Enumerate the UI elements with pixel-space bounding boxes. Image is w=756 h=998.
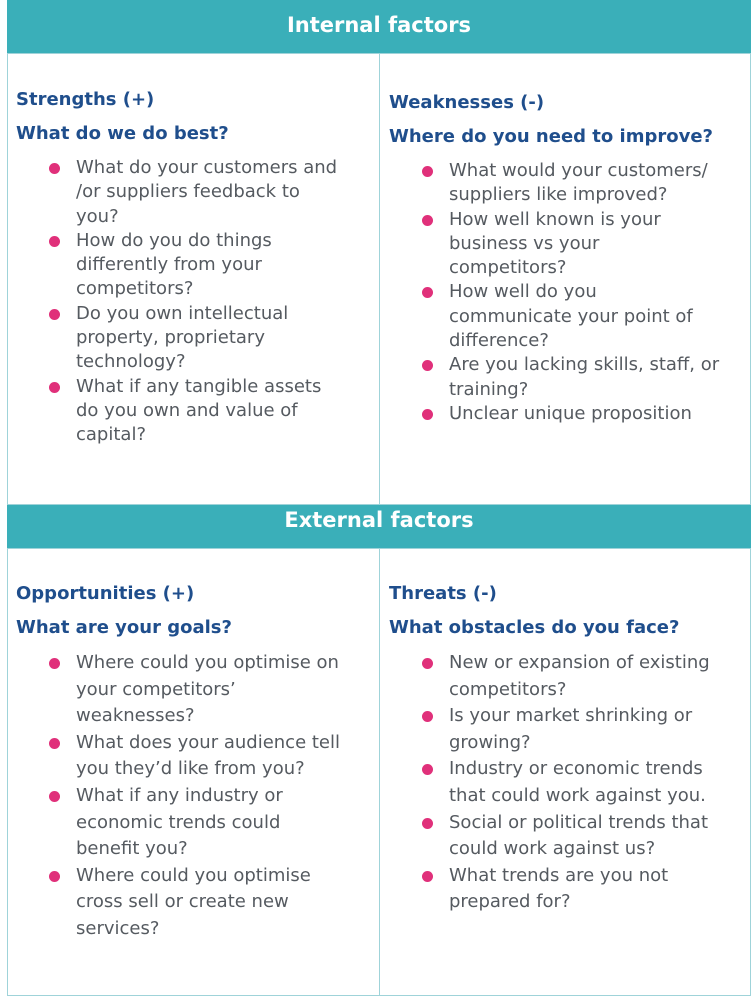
list-item-text: weaknesses? xyxy=(76,705,195,727)
opportunities-list xyxy=(76,650,376,943)
list-item-text: you they’d like from you? xyxy=(76,758,305,780)
list-item-text: Where could you optimise xyxy=(76,864,311,886)
list-item xyxy=(449,402,749,426)
list-item-text: business vs your xyxy=(449,232,600,254)
weaknesses-title: Weaknesses (-) xyxy=(389,92,545,113)
internal-factors-header: Internal factors xyxy=(7,0,751,53)
list-item xyxy=(449,650,749,703)
list-item-text: What if any industry or xyxy=(76,784,283,806)
list-item xyxy=(76,650,376,730)
list-item-text: technology? xyxy=(76,351,186,373)
bullet-icon xyxy=(422,409,433,420)
list-item-text: differently from your xyxy=(76,254,262,276)
list-item xyxy=(449,810,749,863)
list-item-text: New or expansion of existing xyxy=(449,652,710,673)
list-item xyxy=(449,208,749,281)
list-item-text: How do you do things xyxy=(76,229,272,251)
list-item xyxy=(449,703,749,756)
bullet-icon xyxy=(422,871,433,882)
list-item-text: your competitors’ xyxy=(76,678,236,700)
list-item xyxy=(449,353,749,402)
list-item-text: What if any tangible assets xyxy=(76,375,322,397)
list-item-text: communicate your point of xyxy=(449,305,693,327)
list-item-text: Social or political trends that xyxy=(449,811,708,833)
threats-list xyxy=(449,650,749,916)
list-item-text: services? xyxy=(76,917,160,939)
threats-title: Threats (-) xyxy=(389,583,497,604)
list-item-text: property, proprietary xyxy=(76,327,265,349)
list-item-text: Where could you optimise on xyxy=(76,652,339,673)
list-item xyxy=(449,756,749,809)
list-item-text: competitors? xyxy=(76,278,194,300)
list-item-text: What would your customers/ xyxy=(449,160,708,181)
list-item xyxy=(76,302,376,375)
list-item-text: benefit you? xyxy=(76,838,188,860)
list-item xyxy=(76,783,376,863)
list-item-text: How well known is your xyxy=(449,208,661,230)
list-item xyxy=(76,229,376,302)
strengths-list xyxy=(76,156,376,448)
list-item-text: Is your market shrinking or xyxy=(449,705,693,727)
list-item xyxy=(449,159,749,208)
bullet-icon xyxy=(422,166,433,177)
list-item-text: What does your audience tell xyxy=(76,731,340,753)
list-item-text: training? xyxy=(449,378,529,400)
bullet-icon xyxy=(422,215,433,226)
bullet-icon xyxy=(49,791,60,802)
list-item-text: competitors? xyxy=(449,257,567,279)
list-item-text: growing? xyxy=(449,731,531,753)
list-item xyxy=(76,156,376,229)
list-item xyxy=(76,730,376,783)
list-item-text: Industry or economic trends xyxy=(449,758,703,780)
bullet-icon xyxy=(49,163,60,174)
list-item xyxy=(76,863,376,943)
list-item-text: What trends are you not xyxy=(449,864,669,886)
list-item xyxy=(76,375,376,448)
bullet-icon xyxy=(49,658,60,669)
bullet-icon xyxy=(49,236,60,247)
weaknesses-question: Where do you need to improve? xyxy=(389,126,713,147)
threats-question: What obstacles do you face? xyxy=(389,617,680,638)
list-item-text: cross sell or create new xyxy=(76,891,289,913)
list-item-text: suppliers like improved? xyxy=(449,184,668,206)
list-item-text: competitors? xyxy=(449,678,567,700)
strengths-title: Strengths (+) xyxy=(16,89,155,110)
list-item-text: capital? xyxy=(76,424,146,446)
list-item-text: that could work against you. xyxy=(449,784,706,806)
list-item-text: do you own and value of xyxy=(76,399,298,421)
list-item-text: you? xyxy=(76,205,119,227)
list-item-text: prepared for? xyxy=(449,891,571,913)
list-item-text: could work against us? xyxy=(449,838,656,860)
opportunities-question: What are your goals? xyxy=(16,617,232,638)
bullet-icon xyxy=(49,738,60,749)
list-item-text: difference? xyxy=(449,330,549,352)
list-item-text: economic trends could xyxy=(76,811,281,833)
opportunities-title: Opportunities (+) xyxy=(16,583,195,604)
weaknesses-list xyxy=(449,159,749,426)
list-item-text: How well do you xyxy=(449,281,597,303)
strengths-question: What do we do best? xyxy=(16,123,229,144)
list-item xyxy=(449,863,749,916)
bullet-icon xyxy=(422,658,433,669)
bullet-icon xyxy=(49,871,60,882)
bullet-icon xyxy=(422,818,433,829)
list-item-text: Unclear unique proposition xyxy=(449,402,692,424)
list-item-text: /or suppliers feedback to xyxy=(76,181,300,203)
external-factors-header: External factors xyxy=(7,505,751,548)
list-item-text: What do your customers and xyxy=(76,157,338,178)
bullet-icon xyxy=(49,309,60,320)
list-item-text: Do you own intellectual xyxy=(76,302,289,324)
list-item xyxy=(449,280,749,353)
list-item-text: Are you lacking skills, staff, or xyxy=(449,354,720,376)
bullet-icon xyxy=(49,382,60,393)
